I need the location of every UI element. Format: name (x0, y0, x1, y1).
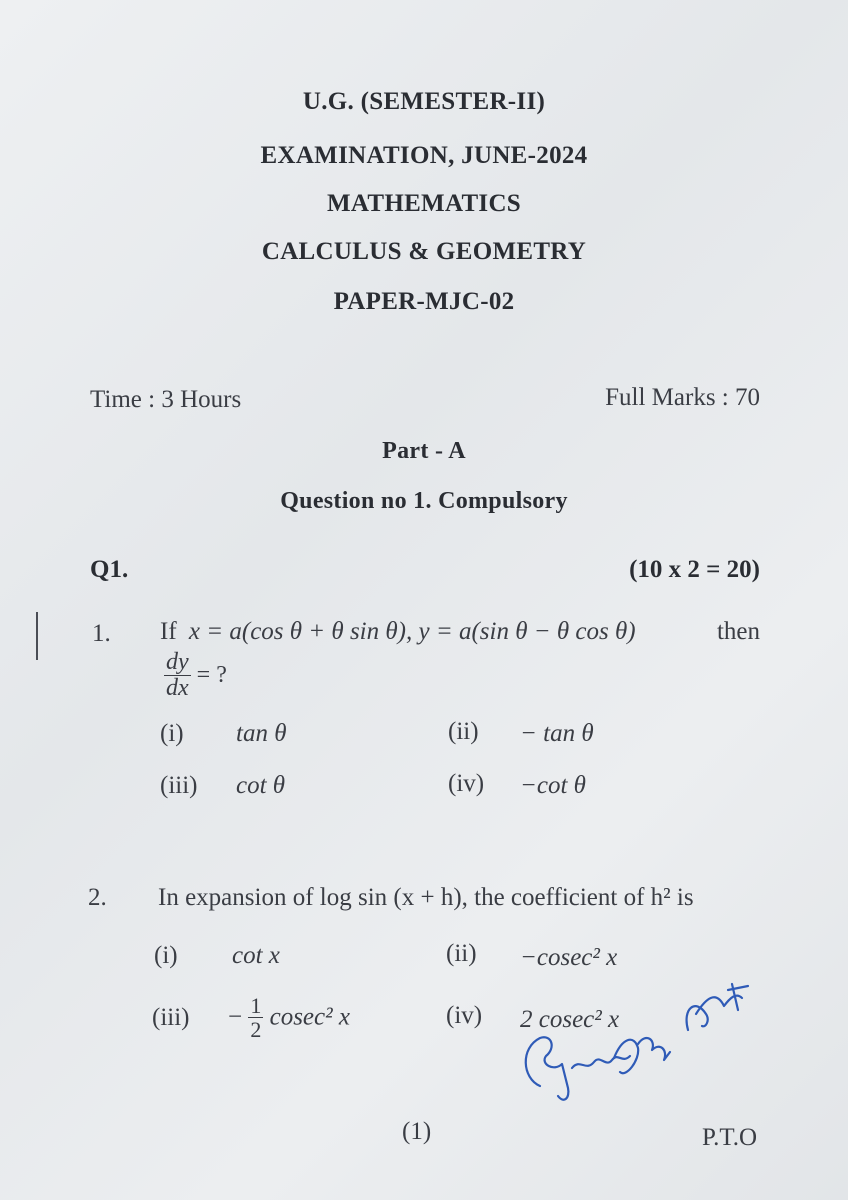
q2-option-iii-minus: − (228, 1003, 243, 1031)
page-number: (1) (402, 1118, 432, 1145)
half-numerator: 1 (250, 993, 262, 1018)
question-1-number: 1. (92, 620, 111, 647)
q2-option-ii-label: (ii) (446, 940, 477, 967)
full-marks: Full Marks : 70 (605, 384, 760, 411)
q2-option-ii-value: −cosec² x (520, 944, 618, 971)
question-1-equation: x = a(cos θ + θ sin θ), y = a(sin θ − θ cos θ) (188, 618, 636, 645)
header-subject: MATHEMATICS (326, 190, 522, 217)
header-examination: EXAMINATION, JUNE-2024 (260, 142, 588, 169)
q2-option-iv-value: 2 cosec² x (520, 1006, 620, 1033)
question-2-number: 2. (88, 884, 107, 911)
handwritten-signature (510, 968, 760, 1118)
time-allowed: Time : 3 Hours (90, 386, 242, 413)
q2-option-iv-label: (iv) (446, 1002, 483, 1029)
question-1-if: If (160, 618, 177, 645)
question-1-stem (160, 618, 636, 646)
q1-option-ii-label: (ii) (448, 718, 479, 745)
half-denominator: 2 (250, 1017, 262, 1043)
q1-option-iii-label: (iii) (160, 772, 198, 799)
q2-option-i-label: (i) (154, 942, 178, 969)
dy-dx-fraction (164, 650, 191, 701)
q2-option-iii-value-group (228, 994, 350, 1041)
q1-option-iv-value: −cot θ (520, 772, 586, 799)
q2-option-i-value: cot x (232, 942, 280, 969)
q1-option-i-value: tan θ (236, 720, 287, 747)
pto: P.T.O (702, 1124, 758, 1151)
header-semester: U.G. (SEMESTER-II) (302, 88, 546, 115)
part-instruction: Question no 1. Compulsory (280, 488, 568, 514)
question-1-derivative (164, 650, 227, 701)
header-course: CALCULUS & GEOMETRY (261, 238, 587, 265)
margin-mark (36, 612, 38, 660)
q1-label: Q1. (90, 556, 129, 583)
q1-option-ii-value: − tan θ (520, 720, 594, 747)
question-2-text: In expansion of log sin (x + h), the coefficient of h² is (158, 884, 694, 911)
q1-option-iii-value: cot θ (236, 772, 286, 799)
frac-tail: = ? (196, 662, 227, 689)
q2-option-iii-value: cosec² x (269, 1003, 350, 1031)
frac-denominator: dx (166, 675, 189, 702)
q1-option-iv-label: (iv) (448, 770, 485, 797)
half-fraction (248, 994, 263, 1041)
part-title: Part - A (382, 438, 466, 464)
frac-numerator: dy (166, 649, 189, 675)
q1-marks: (10 x 2 = 20) (629, 556, 760, 583)
header-paper: PAPER-MJC-02 (333, 288, 515, 315)
question-1-then: then (716, 618, 760, 645)
q1-option-i-label: (i) (160, 720, 184, 747)
q2-option-iii-label: (iii) (152, 1004, 190, 1031)
